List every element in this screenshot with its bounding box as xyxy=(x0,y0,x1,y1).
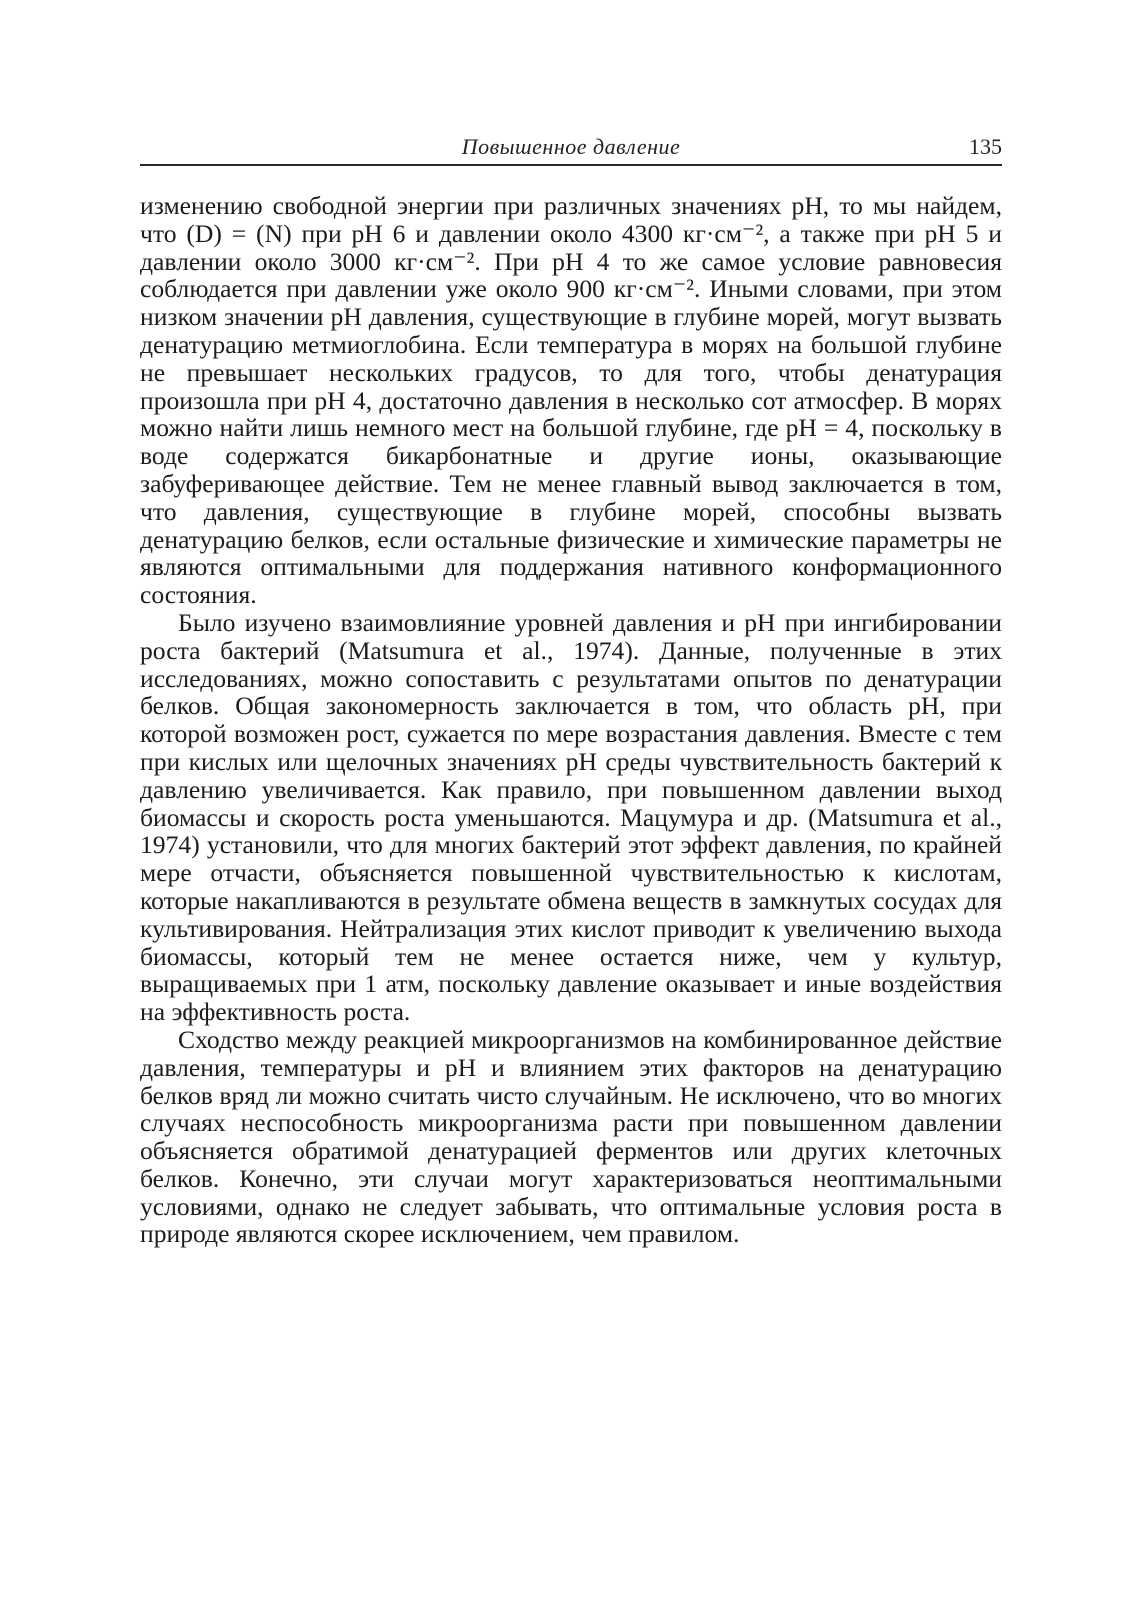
page-header xyxy=(140,130,1002,166)
paragraph: изменению свободной энергии при различных значениях pH, то мы найдем, что (D) = (N) при pH 6 и давлении около 4300 кг·см⁻², а также при pH 5 и давлении около 3000 кг·см⁻². При pH 4 то же самое условие равновесия соблюдается при давлении уже около 900 кг·см⁻². Иными словами, при этом низком значении pH давления, существующие в глубине морей, могут вызвать денатурацию метмиоглобина. Если температура в морях на большой глубине не превышает нескольких градусов, то для того, чтобы денатурация произошла при pH 4, достаточно давления в несколько сот атмосфер. В морях можно найти лишь немного мест на большой глубине, где pH = 4, поскольку в воде содержатся бикарбонатные и другие ионы, оказывающие забуферивающее действие. Тем не менее главный вывод заключается в том, что давления, существующие в глубине морей, способны вызвать денатурацию белков, если остальные физические и химические параметры не являются оптимальными для поддержания нативного конформационного состояния. xyxy=(140,191,1002,610)
page-number: 135 xyxy=(969,134,1002,159)
paragraph: Было изучено взаимовлияние уровней давления и pH при ингибировании роста бактерий (Matsumura et al., 1974). Данные, полученные в этих исследованиях, можно сопоставить с результатами опытов по денатурации белков. Общая закономерность заключается в том, что область pH, при которой возможен рост, сужается по мере возрастания давления. Вместе с тем при кислых или щелочных значениях pH среды чувствительность бактерий к давлению увеличивается. Как правило, при повышенном давлении выход биомассы и скорость роста уменьшаются. Мацумура и др. (Matsumura et al., 1974) установили, что для многих бактерий этот эффект давления, по крайней мере отчасти, объясняется повышенной чувствительностью к кислотам, которые накапливаются в результате обмена веществ в замкнутых сосудах для культивирования. Нейтрализация этих кислот приводит к увеличению выхода биомассы, который тем не менее остается ниже, чем у культур, выращиваемых при 1 атм, поскольку давление оказывает и иные воздействия на эффективность роста. xyxy=(140,607,1002,1027)
running-title: Повышенное давление xyxy=(461,134,681,159)
paragraph: Сходство между реакцией микроорганизмов на комбинированное действие давления, температуры и pH и влиянием этих факторов на денатурацию белков вряд ли можно считать чисто случайным. Не исключено, что во многих случаях неспособность микроорганизма расти при повышенном давлении объясняется обратимой денатурацией ферментов или других клеточных белков. Конечно, эти случаи могут характеризоваться неоптимальными условиями, однако не следует забывать, что оптимальные условия роста в природе являются скорее исключением, чем правилом. xyxy=(140,1024,1002,1249)
body-text xyxy=(140,192,1002,1248)
